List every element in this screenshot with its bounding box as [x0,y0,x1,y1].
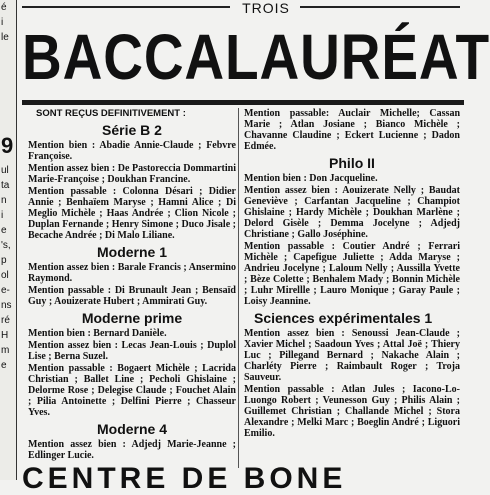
mention-paragraph: Mention assez bien : Lecas Jean-Louis ; Duplol Lise ; Berna Suzel. [28,340,236,362]
mention-paragraph: Mention passable : Coutier André ; Ferrari Michèle ; Capefigue Juliette ; Adda Maryse ; Andrieu Jocelyne ; Laloum Nelly ; Aussilla Yvette ; Bèze Colette ; Benhalem Mady ; Bonnin Michèle ; Luhr Mirellle ; Lauro Monique ; Garay Paule ; Loisy Jeannine. [244,241,460,307]
strip-large-fragment: 9 [1,133,14,158]
mention-paragraph: Mention passable : Bogaert Michèle ; Lacrida Christian ; Ballet Line ; Pecholi Ghislaine ; Delorme Rose ; Delegise Claude ; Fouchet Alain ; Pilia Antoinette ; Delfini Pierre ; Chasseur Yves. [28,363,236,418]
mention-paragraph: Mention passable: Auclair Michelle; Cassan Marie ; Atlan Josiane ; Bianco Michèle ; Chavanne Claudine ; Eckert Lucienne ; Dadon Edmée. [244,108,460,152]
strip-fragment: e- [1,285,10,296]
strip-fragment: ul [1,165,9,176]
next-article-headline: CENTRE DE BONE [22,462,347,495]
lead-line: SONT REÇUS DEFINITIVEMENT : [36,108,186,119]
top-rule-right [300,6,460,8]
mention-paragraph: Mention passable : Atlan Jules ; Iacono-Lo-Luongo Robert ; Veunesson Guy ; Philis Alain ; Guillemet Christian ; Challande Michel ; Stora Alexandre ; Melki Marc ; Boeglin André ; Liguori Emilio. [244,384,460,439]
headline: BACCALAURÉAT [22,21,490,93]
top-rule-left [22,6,230,8]
strip-fragment: 's, [1,240,11,251]
mention-paragraph: Mention passable : Colonna Désari ; Didier Annie ; Benhaïem Maryse ; Hamni Alice ; Di Meglio Michèle ; Haas Andrée ; Clion Nicole ; Duplan Fernande ; Henry Simone ; Duco Jisale ; Becache Andrée ; Di Malo Liliane. [28,186,236,241]
section-heading: Moderne 4 [96,421,167,437]
strip-fragment: e [1,225,7,236]
strip-fragment: le [1,32,9,43]
strip-fragment: é [1,2,7,13]
section-heading: Moderne 1 [96,244,167,260]
mention-paragraph: Mention assez bien : De Pastoreccia Dommartini Marie-Françoise ; Doukhan Francine. [28,163,236,185]
strip-fragment: H [1,330,9,341]
results-column-2 [244,108,460,440]
strip-fragment: ns [1,300,12,311]
strip-fragment: i [1,210,4,221]
results-column-1 [28,108,236,462]
adjacent-column-fragment [0,0,17,480]
mention-paragraph: Mention passable : Di Brunault Jean ; Bensaïd Guy ; Aouizerate Hubert ; Ammirati Guy. [28,285,236,307]
strip-fragment: n [1,195,7,206]
section-heading: Philo II [329,155,375,171]
strip-fragment: i [1,17,4,28]
strip-fragment: m [1,345,10,356]
column-divider [238,108,239,468]
mention-paragraph: Mention bien : Bernard Danièle. [28,328,167,339]
mention-paragraph: Mention bien : Abadie Annie-Claude ; Febvre Françoise. [28,140,236,162]
section-heading: Sciences expérimentales 1 [254,310,433,326]
section-label: TROIS [242,0,290,16]
section-heading: Moderne prime [81,310,183,326]
strip-fragment: ré [1,315,10,326]
mention-paragraph: Mention bien : Don Jacqueline. [244,173,378,184]
headline-rule [22,100,464,105]
strip-fragment: ta [1,180,10,191]
strip-fragment: e [1,360,7,371]
mention-paragraph: Mention assez bien : Barale Francis ; Ansermino Raymond. [28,262,236,284]
strip-fragment: p [1,255,7,266]
mention-paragraph: Mention assez bien : Adjedj Marie-Jeanne ; Edlinger Lucie. [28,439,236,461]
mention-paragraph: Mention assez bien : Senoussi Jean-Claude ; Xavier Michel ; Saadoun Yves ; Attal Joë ; Thiery Luc ; Pillegand Bernard ; Nakache Alain ; Charléty Pierre ; Raimbault Roger ; Troja Sauveur. [244,328,460,383]
section-heading: Série B 2 [102,122,162,138]
strip-fragment: ol [1,270,9,281]
mention-paragraph: Mention assez bien : Aouizerate Nelly ; Baudat Geneviève ; Carfantan Jacqueline ; Champiot Ghislaine ; Hardy Michèle ; Doukhan Marlène ; Delord Gisèle ; Demma Jocelyne ; Adjedj Christiane ; Gallo Joséphine. [244,185,460,240]
